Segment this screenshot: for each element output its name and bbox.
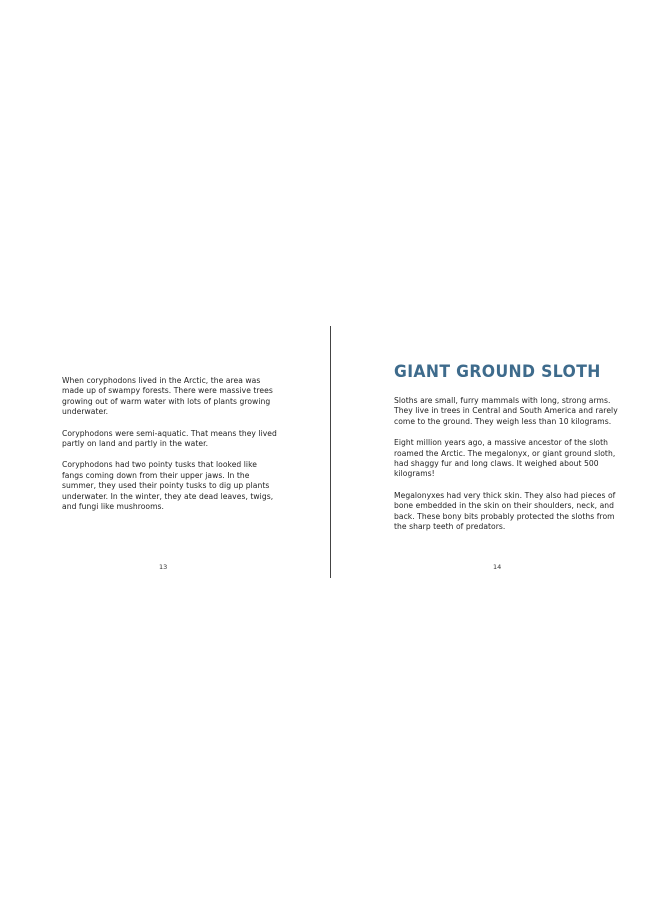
right-paragraph-3: Megalonyxes had very thick skin. They also had pieces of bone embedded in the skin on their shoulders, neck, and back. These bony bits probably protected the sloths from the sharp teeth of predators.	[394, 490, 616, 532]
right-paragraph-1: Sloths are small, furry mammals with long, strong arms. They live in trees in Central and South America and rarely come to the ground. They weigh less than 10 kilograms.	[394, 396, 618, 426]
right-page-number: 14	[493, 563, 502, 571]
left-paragraph-3: Coryphodons had two pointy tusks that looked like fangs coming down from their upper jaws. In the summer, they used their pointy tusks to dig up plants underwater. In the winter, they ate dead leaves, twigs, and fungi like mushrooms.	[62, 460, 274, 512]
left-page-number: 13	[159, 563, 168, 571]
page-gutter-divider	[330, 326, 331, 578]
section-heading: GIANT GROUND SLOTH	[394, 362, 601, 382]
left-paragraph-1: When coryphodons lived in the Arctic, the area was made up of swampy forests. There were massive trees growing out of warm water with lots of plants growing underwater.	[62, 376, 273, 417]
left-page-body	[62, 376, 277, 523]
left-paragraph-2: Coryphodons were semi-aquatic. That means they lived partly on land and partly in the water.	[62, 428, 277, 449]
right-page-body	[394, 362, 624, 543]
right-paragraph-2: Eight million years ago, a massive ancestor of the sloth roamed the Arctic. The megalonyx, or giant ground sloth, had shaggy fur and long claws. It weighed about 500 kilograms!	[394, 438, 616, 479]
